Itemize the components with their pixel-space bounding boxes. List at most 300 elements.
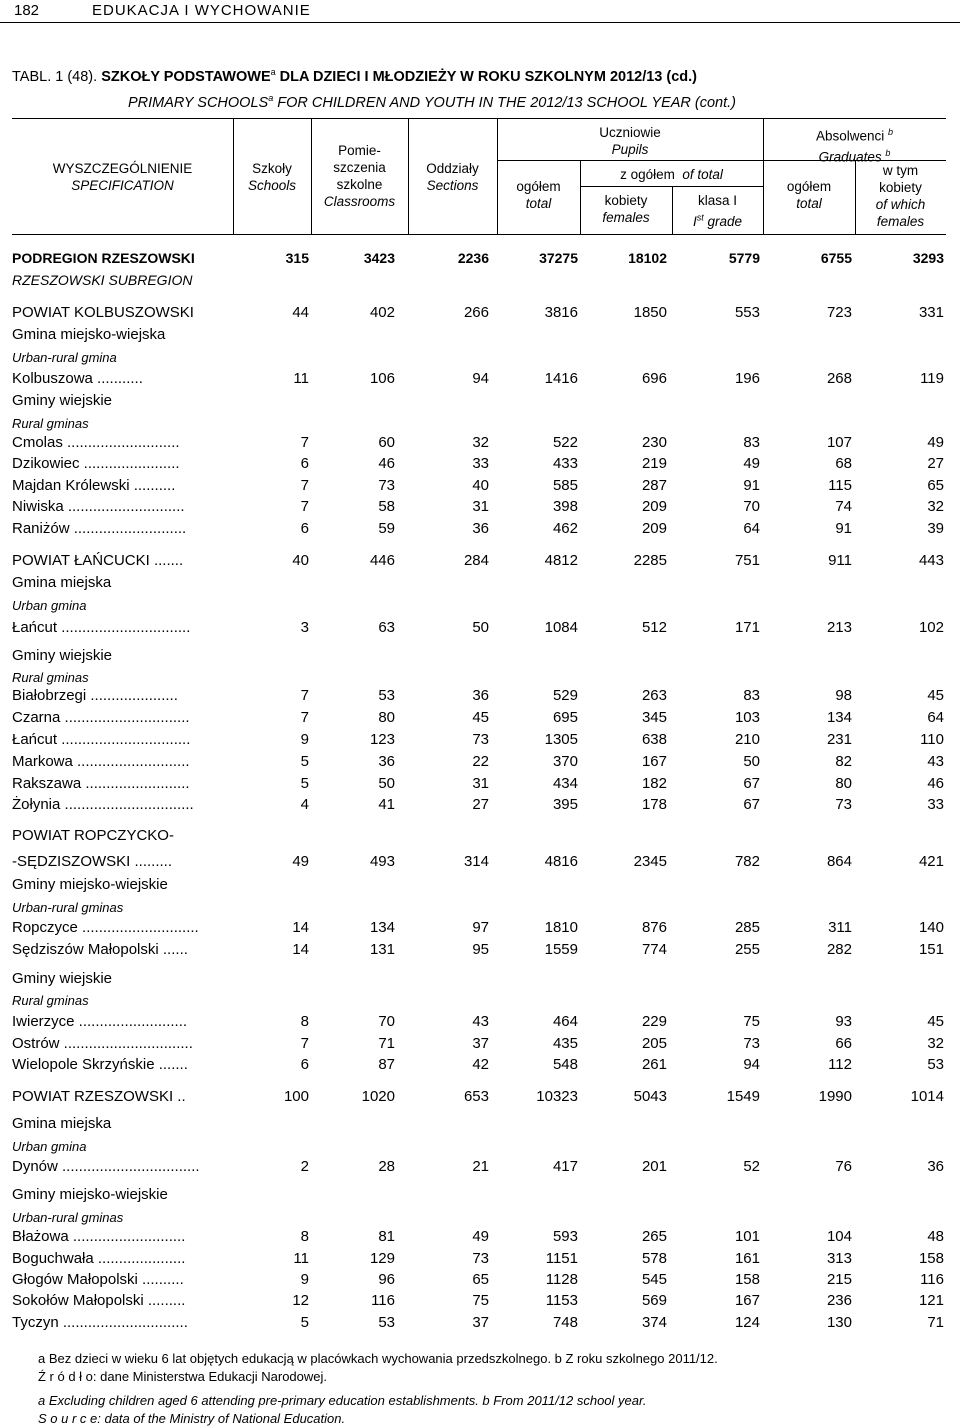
header-females-pl: kobiety [604,193,648,208]
cell-value: 87 [378,1056,395,1073]
cell-value: 529 [552,687,578,704]
cell-value: 36 [472,520,489,537]
cell-value: 545 [641,1271,667,1288]
cell-value: 75 [743,1013,760,1030]
header-sections-en: Sections [426,178,479,193]
cell-value: 265 [641,1228,667,1245]
header-sections-pl: Oddziały [426,161,479,176]
cell-value: 134 [826,709,852,726]
cell-value: 5779 [728,250,760,266]
cell-value: 6 [300,1056,309,1073]
row-label: Sokołów Małopolski ......... [12,1292,186,1309]
cell-value: 374 [641,1314,667,1331]
cell-value: 27 [472,796,489,813]
cell-value: 653 [463,1088,489,1105]
header-pupils-en: Pupils [611,142,649,157]
cell-value: 1020 [361,1088,395,1105]
cell-value: 230 [641,434,667,451]
cell-value: 8 [300,1013,309,1030]
cell-value: 80 [835,775,852,792]
cell-value: 43 [927,753,944,770]
cell-value: 36 [472,687,489,704]
cell-value: 462 [552,520,578,537]
header-pupils-total-en: total [525,196,552,211]
cell-value: 53 [378,687,395,704]
cell-value: 1549 [726,1088,760,1105]
cell-value: 74 [835,498,852,515]
table-row [12,552,946,572]
cell-value: 106 [369,370,395,387]
table-row [12,434,946,454]
table-row [12,1314,946,1334]
cell-value: 315 [285,250,309,266]
cell-value: 50 [472,619,489,636]
cell-value: 876 [641,919,667,936]
table-row [12,619,946,639]
header-divider [497,160,763,161]
table-row [12,1088,946,1108]
header-schools-en: Schools [247,178,297,193]
cell-value: 18102 [628,250,667,266]
cell-value: 37275 [539,250,578,266]
header-pupils-total [497,178,580,212]
title-en-footnote-mark: a [268,93,274,103]
row-label: Ostrów ............................... [12,1035,193,1052]
header-grad-which-en2: females [876,214,925,229]
cell-value: 40 [292,552,309,569]
cell-value: 553 [734,304,760,321]
table-row [12,687,946,707]
header-females [580,192,672,226]
cell-value: 9 [300,731,309,748]
cell-value: 2 [300,1158,309,1175]
cell-value: 167 [734,1292,760,1309]
cell-value: 33 [472,455,489,472]
row-label: Rural gminas [12,670,89,685]
table-row [12,1228,946,1248]
cell-value: 134 [369,919,395,936]
header-grad-pl: Absolwenci [815,128,885,144]
cell-value: 70 [743,498,760,515]
row-label: RZESZOWSKI SUBREGION [12,272,193,288]
cell-value: 11 [293,1250,309,1267]
cell-value: 93 [835,1013,852,1030]
title-en-rest: FOR CHILDREN AND YOUTH IN THE 2012/13 SCHOOL YEAR (cont.) [273,94,737,111]
table-row [12,970,946,990]
cell-value: 116 [371,1292,395,1309]
table-row [12,709,946,729]
cell-value: 205 [641,1035,667,1052]
cell-value: 266 [463,304,489,321]
cell-value: 4 [300,796,309,813]
row-label: Gminy miejsko-wiejskie [12,876,168,893]
row-label: POWIAT ROPCZYCKO- [12,827,174,844]
source-pl: Ź r ó d ł o: dane Ministerstwa Edukacji Narodowej. [38,1369,328,1384]
cell-value: 4816 [544,853,578,870]
cell-value: 116 [920,1271,944,1288]
table-row [12,827,946,847]
cell-value: 158 [918,1250,944,1267]
cell-value: 178 [641,796,667,813]
cell-value: 65 [927,477,944,494]
cell-value: 402 [369,304,395,321]
cell-value: 52 [743,1158,760,1175]
header-grad-en: Graduates [818,149,882,164]
cell-value: 60 [378,434,395,451]
table-row [12,1292,946,1312]
cell-value: 82 [835,753,852,770]
table-row [12,520,946,540]
header-grade-en-sup: st [696,212,704,222]
table-row [12,1271,946,1291]
table-row [12,853,946,873]
cell-value: 64 [927,709,944,726]
cell-value: 27 [927,455,944,472]
row-label: Markowa ........................... [12,753,190,770]
row-label: Cmolas ........................... [12,434,180,451]
cell-value: 4812 [544,552,578,569]
cell-value: 2285 [633,552,667,569]
cell-value: 10323 [536,1088,578,1105]
cell-value: 70 [378,1013,395,1030]
row-label: Tyczyn .............................. [12,1314,188,1331]
page-number: 182 [14,2,40,19]
cell-value: 73 [472,731,489,748]
cell-value: 50 [378,775,395,792]
cell-value: 311 [828,919,852,936]
cell-value: 696 [641,370,667,387]
cell-value: 67 [743,775,760,792]
cell-value: 33 [927,796,944,813]
cell-value: 548 [552,1056,578,1073]
cell-value: 71 [378,1035,395,1052]
cell-value: 107 [826,434,852,451]
cell-value: 44 [292,304,309,321]
header-schools-pl: Szkoły [252,161,292,176]
cell-value: 100 [283,1088,309,1105]
header-grad-which-en: of which [875,197,926,212]
table-row [12,647,946,667]
cell-value: 97 [472,919,489,936]
header-sections [408,160,497,194]
cell-value: 110 [920,731,944,748]
header-females-en: females [602,210,650,225]
table-row [12,304,946,324]
row-label: Czarna .............................. [12,709,190,726]
cell-value: 1014 [910,1088,944,1105]
cell-value: 284 [463,552,489,569]
cell-value: 96 [378,1271,395,1288]
cell-value: 64 [743,520,760,537]
header-top-rule [12,118,946,119]
cell-value: 14 [292,941,309,958]
header-classrooms [311,142,408,210]
cell-value: 32 [472,434,489,451]
source-en: S o u r c e: data of the Ministry of National Education. [38,1411,346,1426]
cell-value: 6 [300,520,309,537]
cell-value: 94 [743,1056,760,1073]
cell-value: 32 [927,498,944,515]
cell-value: 774 [641,941,667,958]
table-title-pl [12,67,697,85]
cell-value: 219 [641,455,667,472]
row-label: Gminy miejsko-wiejskie [12,1186,168,1203]
running-header [0,0,960,23]
row-label: Rakszawa ......................... [12,775,190,792]
cell-value: 569 [641,1292,667,1309]
row-label: Gminy wiejskie [12,392,113,409]
cell-value: 231 [826,731,852,748]
cell-value: 911 [828,552,852,569]
cell-value: 196 [734,370,760,387]
header-grad-en-sup: b [885,147,891,158]
cell-value: 124 [734,1314,760,1331]
cell-value: 68 [835,455,852,472]
cell-value: 3 [300,619,309,636]
cell-value: 121 [918,1292,944,1309]
cell-value: 263 [641,687,667,704]
header-grad-total-pl: ogółem [786,179,832,194]
header-grad-total [763,178,855,212]
cell-value: 1084 [544,619,578,636]
cell-value: 7 [300,434,309,451]
table-row [12,1115,946,1135]
cell-value: 83 [743,687,760,704]
row-label: Rural gminas [12,993,89,1008]
cell-value: 46 [927,775,944,792]
cell-value: 43 [472,1013,489,1030]
cell-value: 59 [378,520,395,537]
table-row [12,455,946,475]
cell-value: 210 [734,731,760,748]
cell-value: 1559 [544,941,578,958]
title-pl-rest: DLA DZIECI I MŁODZIEŻY W ROKU SZKOLNYM 2012/13 (cd.) [275,68,697,85]
cell-value: 42 [472,1056,489,1073]
title-pl-footnote-mark: a [270,67,276,77]
cell-value: 73 [378,477,395,494]
cell-value: 95 [472,941,489,958]
header-graduates [763,124,946,165]
row-label: Gminy wiejskie [12,970,113,987]
cell-value: 28 [378,1158,395,1175]
cell-value: 167 [641,753,667,770]
cell-value: 417 [552,1158,578,1175]
cell-value: 49 [927,434,944,451]
row-label: Urban gmina [12,1139,87,1154]
row-label: Urban gmina [12,598,87,613]
cell-value: 282 [826,941,852,958]
header-first-grade [672,192,763,230]
cell-value: 434 [552,775,578,792]
cell-value: 11 [293,370,309,387]
cell-value: 49 [743,455,760,472]
cell-value: 695 [552,709,578,726]
cell-value: 314 [463,853,489,870]
cell-value: 63 [378,619,395,636]
cell-value: 130 [826,1314,852,1331]
row-label: Dzikowiec ....................... [12,455,180,472]
cell-value: 115 [828,477,852,494]
cell-value: 593 [552,1228,578,1245]
row-label: Niwiska ............................ [12,498,185,515]
cell-value: 345 [641,709,667,726]
cell-value: 331 [918,304,944,321]
header-grad-total-en: total [796,196,822,211]
cell-value: 1416 [544,370,578,387]
cell-value: 66 [835,1035,852,1052]
cell-value: 255 [734,941,760,958]
cell-value: 7 [300,687,309,704]
cell-value: 73 [472,1250,489,1267]
cell-value: 285 [734,919,760,936]
cell-value: 94 [472,370,489,387]
row-label: Dynów ................................. [12,1158,200,1175]
cell-value: 21 [472,1158,489,1175]
table-row [12,350,946,370]
cell-value: 182 [641,775,667,792]
cell-value: 49 [472,1228,489,1245]
cell-value: 104 [826,1228,852,1245]
cell-value: 9 [300,1271,309,1288]
table-row [12,370,946,390]
cell-value: 229 [641,1013,667,1030]
table-row [12,900,946,920]
cell-value: 119 [920,370,944,387]
header-grad-which-pl2: kobiety [879,180,922,195]
table-row [12,993,946,1013]
header-rooms-pl3: szkolne [336,177,383,192]
cell-value: 268 [826,370,852,387]
table-row [12,731,946,751]
header-pupils-pl: Uczniowie [599,125,661,140]
table-row [12,1139,946,1159]
cell-value: 102 [918,619,944,636]
cell-value: 2345 [633,853,667,870]
table-row [12,919,946,939]
table-row [12,1186,946,1206]
cell-value: 3423 [363,250,395,266]
header-grad-pl-sup: b [888,127,894,137]
table-row [12,876,946,896]
cell-value: 112 [828,1056,852,1073]
cell-value: 3293 [912,250,944,266]
cell-value: 578 [641,1250,667,1267]
header-of-total [580,166,763,183]
cell-value: 131 [369,941,395,958]
cell-value: 45 [927,687,944,704]
table-title-en [128,93,736,111]
cell-value: 65 [472,1271,489,1288]
header-grad-which-pl1: w tym [882,163,919,178]
cell-value: 103 [734,709,760,726]
cell-value: 215 [826,1271,852,1288]
row-label: Białobrzegi ..................... [12,687,178,704]
cell-value: 464 [552,1013,578,1030]
row-label: POWIAT KOLBUSZOWSKI [12,304,194,321]
cell-value: 446 [369,552,395,569]
table-row [12,272,946,292]
cell-value: 48 [927,1228,944,1245]
cell-value: 6755 [820,250,852,266]
cell-value: 37 [472,1314,489,1331]
cell-value: 236 [826,1292,852,1309]
cell-value: 36 [378,753,395,770]
cell-value: 67 [743,796,760,813]
cell-value: 98 [835,687,852,704]
cell-value: 101 [734,1228,760,1245]
cell-value: 140 [918,919,944,936]
cell-value: 7 [300,498,309,515]
cell-value: 123 [369,731,395,748]
header-specification [12,160,233,194]
cell-value: 395 [552,796,578,813]
cell-value: 161 [734,1250,760,1267]
table-row [12,796,946,816]
cell-value: 12 [292,1292,309,1309]
cell-value: 39 [927,520,944,537]
cell-value: 45 [472,709,489,726]
table-row [12,941,946,961]
row-label: Gmina miejska [12,574,112,591]
cell-value: 585 [552,477,578,494]
cell-value: 1128 [545,1271,578,1288]
cell-value: 443 [918,552,944,569]
cell-value: 36 [927,1158,944,1175]
header-bottom-rule [12,234,946,235]
header-pupils [497,124,763,158]
row-label: Rural gminas [12,416,89,431]
header-grade-en-pre: I [692,213,697,229]
cell-value: 50 [743,753,760,770]
table-row [12,1158,946,1178]
header-spec-pl: WYSZCZEGÓLNIENIE [52,161,193,176]
table-row [12,1013,946,1033]
table-number: TABL. 1 (48). [12,68,102,85]
cell-value: 80 [378,709,395,726]
row-label: Łańcut ............................... [12,619,191,636]
row-label: -SĘDZISZOWSKI ......... [12,853,173,870]
header-rooms-en: Classrooms [323,194,396,209]
table-row [12,477,946,497]
cell-value: 71 [927,1314,944,1331]
cell-value: 1990 [818,1088,852,1105]
table-row [12,598,946,618]
row-label: POWIAT RZESZOWSKI .. [12,1088,186,1105]
cell-value: 5 [300,775,309,792]
row-label: Gmina miejska [12,1115,112,1132]
cell-value: 748 [552,1314,578,1331]
row-label: Żołynia ............................... [12,796,194,813]
cell-value: 53 [927,1056,944,1073]
cell-value: 91 [835,520,852,537]
cell-value: 512 [641,619,667,636]
row-label: Boguchwała ..................... [12,1250,186,1267]
table-row [12,1035,946,1055]
cell-value: 209 [641,520,667,537]
header-of-total-pl: z ogółem [620,167,675,182]
cell-value: 433 [552,455,578,472]
cell-value: 22 [472,753,489,770]
cell-value: 1151 [545,1250,578,1267]
cell-value: 7 [300,709,309,726]
cell-value: 370 [552,753,578,770]
cell-value: 2236 [457,250,489,266]
row-label: Sędziszów Małopolski ...... [12,941,188,958]
cell-value: 7 [300,1035,309,1052]
cell-value: 398 [552,498,578,515]
cell-value: 158 [734,1271,760,1288]
cell-value: 5 [300,1314,309,1331]
